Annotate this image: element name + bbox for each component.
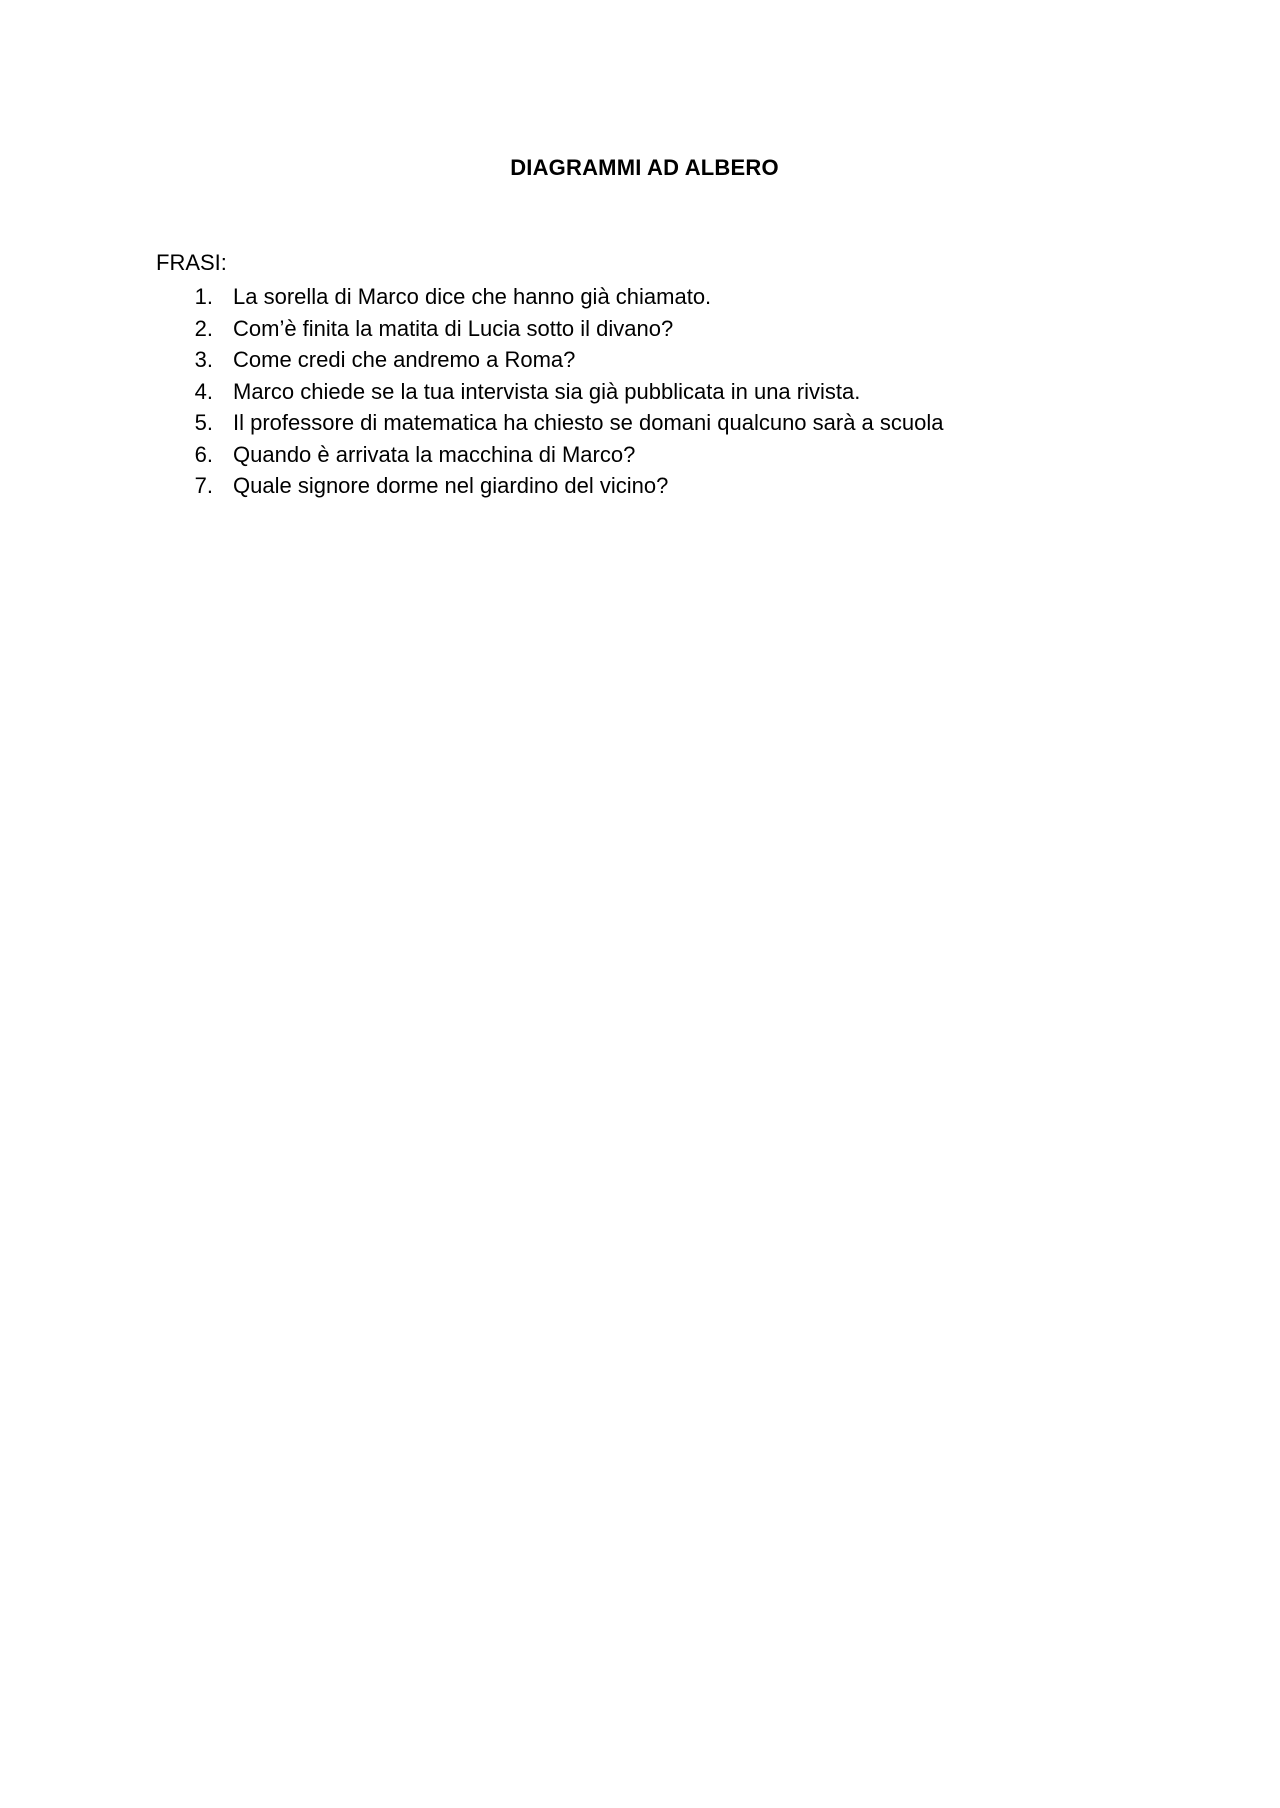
list-item <box>156 344 944 376</box>
list-item <box>156 407 944 439</box>
document-title: DIAGRAMMI AD ALBERO <box>510 155 779 180</box>
item-number: 6. <box>194 441 213 467</box>
item-number: 1. <box>194 284 213 309</box>
list-item <box>156 281 944 313</box>
item-text: Marco chiede se la tua intervista sia già pubblicata in una rivista. <box>233 378 861 404</box>
item-number: 2. <box>194 315 213 341</box>
sentence-list <box>156 281 944 502</box>
item-number: 7. <box>194 473 213 498</box>
item-text: Com’è finita la matita di Lucia sotto il divano? <box>233 315 674 341</box>
list-item <box>156 470 944 502</box>
list-item <box>156 439 944 471</box>
item-text: Quando è arrivata la macchina di Marco? <box>233 441 636 467</box>
list-item <box>156 313 944 345</box>
item-number: 3. <box>194 347 213 372</box>
list-item <box>156 376 944 408</box>
item-text: La sorella di Marco dice che hanno già chiamato. <box>233 284 712 309</box>
section-label: FRASI: <box>156 250 227 275</box>
item-text: Il professore di matematica ha chiesto se domani qualcuno sarà a scuola <box>233 410 944 435</box>
item-number: 4. <box>194 378 213 404</box>
item-number: 5. <box>194 410 213 435</box>
item-text: Come credi che andremo a Roma? <box>233 347 576 372</box>
item-text: Quale signore dorme nel giardino del vicino? <box>233 473 669 498</box>
